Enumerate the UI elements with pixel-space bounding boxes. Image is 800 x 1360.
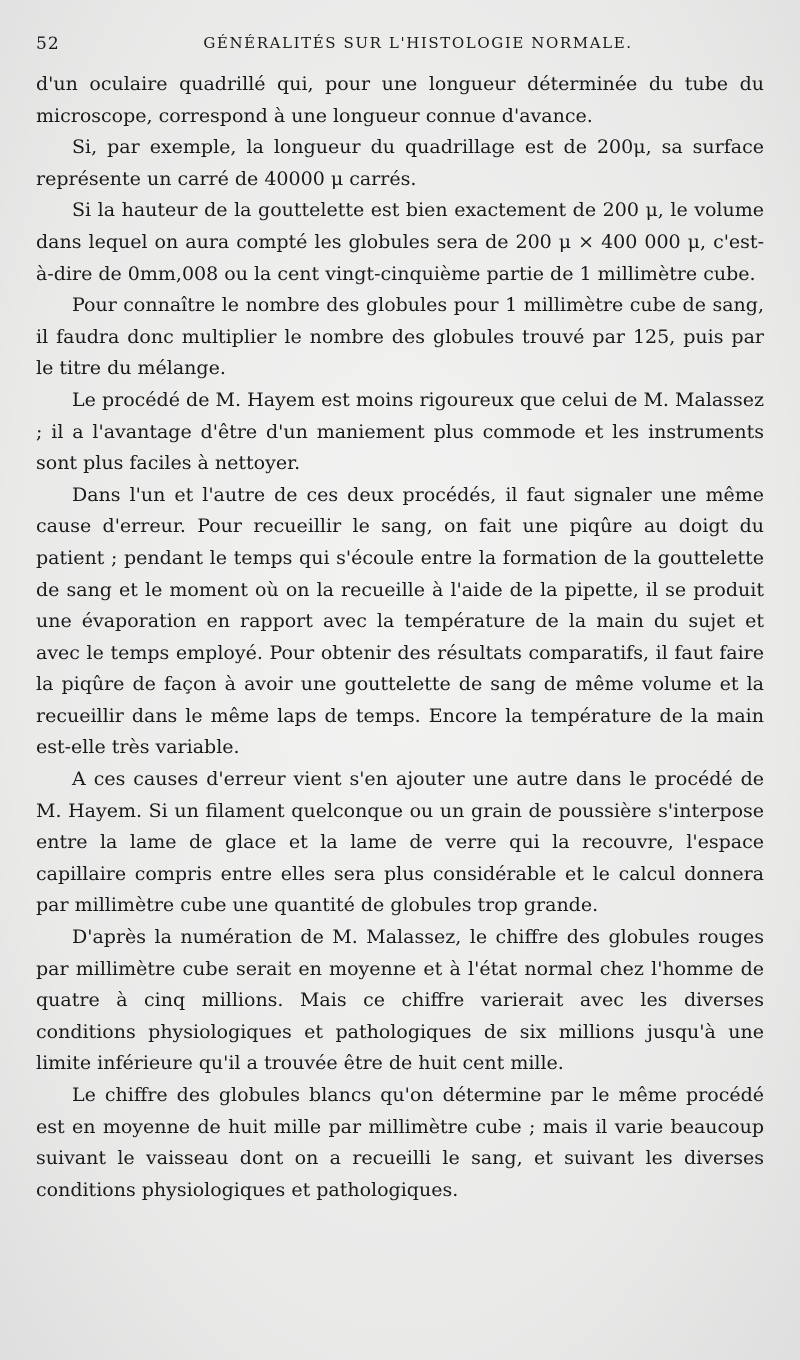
running-title: GÉNÉRALITÉS SUR L'HISTOLOGIE NORMALE.	[203, 34, 633, 52]
paragraph-white-globules: Le chiffre des globules blancs qu'on détermine par le même procédé est en moyenne de huit mille par millimètre cube ; mais il varie beaucoup suivant le vaisseau dont on a recueilli le sang, et suivant les diverses conditions physiologiques et pathologiques.	[36, 1084, 764, 1201]
paragraph-hayem-method: Le procédé de M. Hayem est moins rigoureux que celui de M. Malassez ; il a l'avantage d'être d'un maniement plus commode et les instruments sont plus faciles à nettoyer.	[36, 388, 764, 475]
body-text	[36, 69, 764, 1206]
paragraph-continuation: d'un oculaire quadrillé qui, pour une longueur déterminée du tube du microscope, correspond à une longueur connue d'avance.	[36, 73, 764, 127]
running-head	[36, 34, 760, 58]
paragraph-additional-error: A ces causes d'erreur vient s'en ajouter une autre dans le procédé de M. Hayem. Si un filament quelconque ou un grain de poussière s'interpose entre la lame de glace et la lame de verre qui la recouvre, l'espace capillaire compris entre elles sera plus considérable et le calcul donnera par millimètre cube une quantité de globules trop grande.	[36, 768, 764, 917]
paragraph-globule-count: Pour connaître le nombre des globules pour 1 millimètre cube de sang, il faudra donc multiplier le nombre des globules trouvé par 125, puis par le titre du mélange.	[36, 294, 764, 380]
paragraph-grid-surface: Si, par exemple, la longueur du quadrillage est de 200μ, sa surface représente un carré de 40000 μ carrés.	[36, 136, 764, 190]
paragraph-red-globules: D'après la numération de M. Malassez, le chiffre des globules rouges par millimètre cube serait en moyenne et à l'état normal chez l'homme de quatre à cinq millions. Mais ce chiffre varierait avec les diverses conditions physiologiques et pathologiques de six millions jusqu'à une limite inférieure qu'il a trouvée être de huit cent mille.	[36, 926, 764, 1075]
paragraph-common-error: Dans l'un et l'autre de ces deux procédés, il faut signaler une même cause d'erreur. Pour recueillir le sang, on fait une piqûre au doigt du patient ; pendant le temps qui s'écoule entre la formation de la gouttelette de sang et le moment où on la recueille à l'aide de la pipette, il se produit une évaporation en rapport avec la température de la main du sujet et avec le temps employé. Pour obtenir des résultats comparatifs, il faut faire la piqûre de façon à avoir une gouttelette de sang de même volume et la recueillir dans le même laps de temps. Encore la température de la main est-elle très variable.	[36, 483, 764, 759]
paragraph-droplet-volume: Si la hauteur de la gouttelette est bien exactement de 200 μ, le volume dans lequel on aura compté les globules sera de 200 μ × 400 000 μ, c'est-à-dire de 0mm,008 ou la cent vingt-cinquième partie de 1 millimètre cube.	[36, 199, 764, 285]
page-number: 52	[36, 34, 60, 54]
